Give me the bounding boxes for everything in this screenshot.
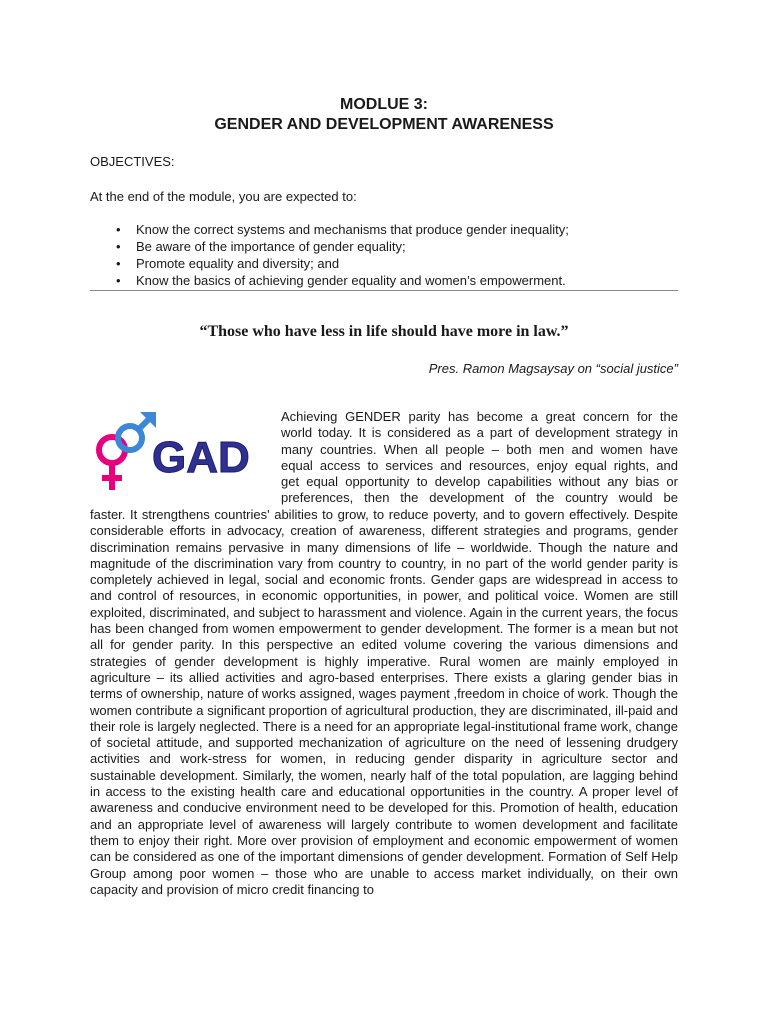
quote-attribution: Pres. Ramon Magsaysay on “social justice” [428,361,678,376]
body-line: equal access to services and resources, enjoy equal rights, and [281,457,678,473]
module-title-heading: GENDER AND DEVELOPMENT AWARENESS [214,116,554,133]
objective-item: • Know the basics of achieving gender equality and women’s empowerment. [90,272,569,289]
gad-logo [90,408,270,496]
objectives-intro: At the end of the module, you are expected to: [90,189,357,204]
body-line: preferences, then the development of the country would be [281,490,678,506]
body-paragraph-wrap [281,409,678,507]
section-divider [90,290,678,291]
module-number-heading: MODLUE 3: [340,96,428,113]
body-line: get equal opportunity to develop capabilities without any bias or [281,474,678,490]
gad-logo-text: GAD [152,433,250,482]
objective-item: • Promote equality and diversity; and [90,255,569,272]
objectives-heading: OBJECTIVES: [90,154,175,169]
body-line: many countries. When all people – both men and women have [281,441,678,457]
objective-item: • Know the correct systems and mechanisms that produce gender inequality; [90,221,569,238]
body-paragraph: faster. It strengthens countries' abilities to grow, to reduce poverty, and to govern effectively. Despite considerable efforts in advocacy, creation of awareness, different strategies and programs, gender discrimination remains pervasive in many dimensions of life – worldwide. Though the nature and magnitude of the discrimination vary from country to country, in no part of the world gender parity is completely achieved in legal, social and economic fronts. Gender gaps are widespread in access to and control of resources, in economic opportunities, in power, and political voice. Women are still exploited, discriminated, and subject to harassment and violence. Again in the current years, the focus has been changed from women empowerment to gender development. The former is a mean but not all for gender parity. In this perspective an edited volume covering the various dimensions and strategies of gender development is highly imperative. Rural women are mainly employed in agriculture – its allied activities and agro-based enterprises. There exists a glaring gender bias in terms of ownership, nature of works assigned, wages payment ,freedom in choice of work. Though the women contribute a significant proportion of agricultural production, they are discriminated, ill-paid and their role is largely neglected. There is a need for an appropriate legal-institutional frame work, change of societal attitude, and supported mechanization of agriculture on the need of lessening drudgery activities and work-stress for women, in reducing gender disparity in agriculture sector and sustainable development. Similarly, the women, nearly half of the total population, are lagging behind in access to the existing health care and educational opportunities in the country. A proper level of awareness and conducive environment need to be developed for this. Promotion of health, education and an appropriate level of awareness will largely contribute to women development and facilitate them to enjoy their right. More over provision of employment and economic empowerment of women can be considered as one of the important dimensions of gender development. Formation of Self Help Group among poor women – those who are unable to access market individually, on their own capacity and provision of micro credit financing to [90,507,678,897]
objective-item: • Be aware of the importance of gender equality; [90,238,569,255]
quote-text: “Those who have less in life should have more in law.” [199,323,569,340]
objectives-list [90,221,569,289]
body-line: world today. It is considered as a part of development strategy in [281,425,678,441]
body-line: Achieving GENDER parity has become a great concern for the [281,409,678,424]
male-female-symbol-icon [99,412,156,490]
